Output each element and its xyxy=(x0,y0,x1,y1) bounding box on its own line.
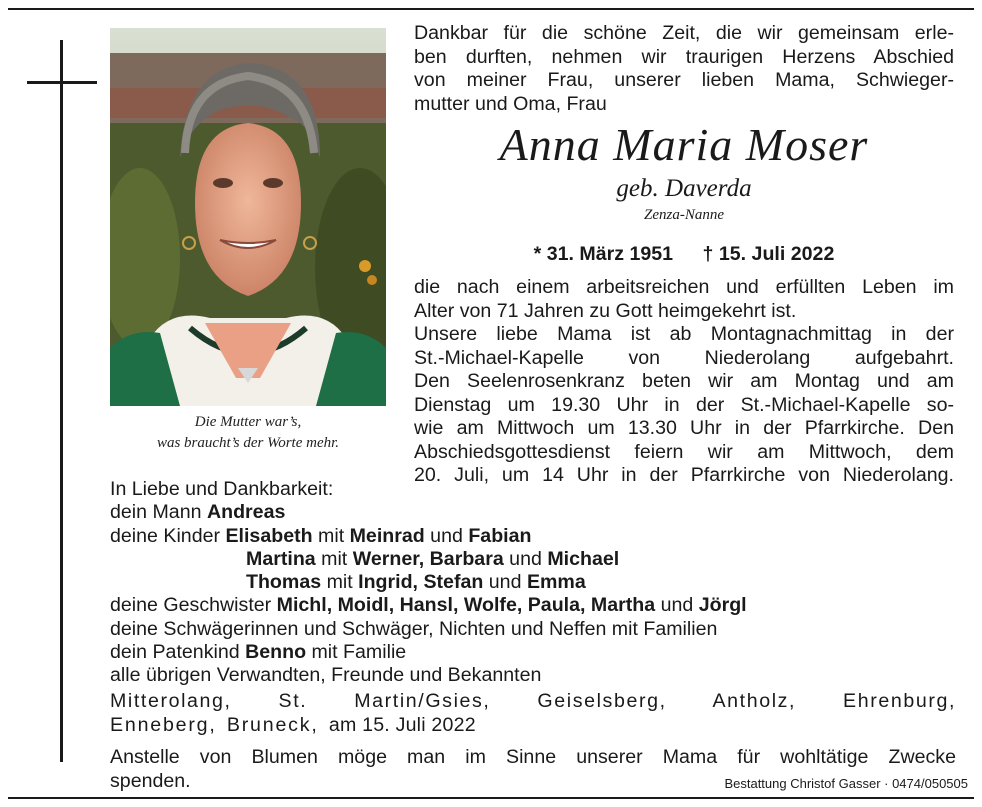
cross-icon xyxy=(60,40,63,762)
label: deine Geschwister xyxy=(110,594,277,617)
connector: mit xyxy=(321,571,359,594)
body-line: Unsere liebe Mama ist ab Montagnachmittag in der xyxy=(414,323,954,345)
partner-name: Meinrad xyxy=(349,524,425,547)
body-line: die nach einem arbeitsreichen und erfüllten Leben im xyxy=(414,276,954,298)
mourner-husband xyxy=(110,501,960,524)
grandchild-name: Emma xyxy=(526,571,586,594)
sibling-last: Jörgl xyxy=(698,594,747,617)
maiden-name: geb. Daverda xyxy=(616,175,752,202)
intro-line: ben durften, nehmen wir traurigen Herzens Abschied xyxy=(414,45,954,68)
nickname: Zenza-Nanne xyxy=(644,207,724,223)
siblings-names: Michl, Moidl, Hansl, Wolfe, Paula, Martha xyxy=(276,594,656,617)
life-dates xyxy=(414,242,954,266)
body-line: Alter von 71 Jahren zu Gott heimgekehrt ist. xyxy=(414,299,797,322)
places-line: Mitterolang, St. Martin/Gsies, Geiselsberg, Antholz, Ehrenburg, xyxy=(110,690,956,712)
donation-line: spenden. xyxy=(110,769,191,792)
body-line: Abschiedsgottesdienst feiern wir am Mittwoch, dem xyxy=(414,440,954,463)
mourners-list xyxy=(110,478,960,688)
partner-name: Werner, Barbara xyxy=(352,547,504,570)
mourner-godchild xyxy=(110,641,960,664)
intro-text xyxy=(414,22,954,116)
godchild-name: Benno xyxy=(245,641,307,664)
mourner-siblings xyxy=(110,594,960,617)
label: dein Patenkind xyxy=(110,641,246,664)
connector: und xyxy=(503,547,548,570)
partner-name: Ingrid, Stefan xyxy=(358,571,484,594)
label: deine Kinder xyxy=(110,524,226,547)
connector: und xyxy=(483,571,527,594)
intro-line: Dankbar für die schöne Zeit, die wir gemeinsam erle- xyxy=(414,22,954,44)
body-line: wie am Mittwoch um 13.30 Uhr in der Pfarrkirche. Den xyxy=(414,417,954,439)
quote-line: was braucht’s der Worte mehr. xyxy=(156,435,340,451)
connector: mit xyxy=(315,547,353,570)
places-line xyxy=(110,714,956,738)
connector: und xyxy=(424,524,469,547)
husband-name: Andreas xyxy=(206,501,286,524)
child-name: Elisabeth xyxy=(225,524,313,547)
grandchild-name: Michael xyxy=(547,547,620,570)
mourners-heading: In Liebe und Dankbarkeit: xyxy=(110,478,334,500)
label: mit Familie xyxy=(306,641,407,664)
child-name: Thomas xyxy=(246,571,322,594)
connector: mit xyxy=(312,524,350,547)
undertaker-credit: Bestattung Christof Gasser · 0474/050505 xyxy=(724,776,968,791)
mourner-child xyxy=(110,571,960,594)
body-line: 20. Juli, um 14 Uhr in der Pfarrkirche von Niederolang. xyxy=(414,464,954,486)
notice-body xyxy=(414,276,954,488)
connector: und xyxy=(655,594,699,617)
child-name: Martina xyxy=(246,547,316,570)
intro-line: mutter und Oma, Frau xyxy=(414,92,607,115)
donation-line: Anstelle von Blumen möge man im Sinne unserer Mama für wohltätige Zwecke xyxy=(110,746,956,768)
quote-line: Die Mutter war’s, xyxy=(194,414,302,430)
grandchild-name: Fabian xyxy=(468,524,532,547)
notice-date: am 15. Juli 2022 xyxy=(328,713,476,736)
body-line: St.-Michael-Kapelle von Niederolang aufgebahrt. xyxy=(414,346,954,369)
places-part: Enneberg, Bruneck, xyxy=(110,713,329,736)
cross-icon-bar xyxy=(27,81,97,84)
places-and-date xyxy=(110,690,956,737)
death-date: † 15. Juli 2022 xyxy=(702,243,835,265)
mourner-child xyxy=(110,548,960,571)
label: dein Mann xyxy=(110,501,207,524)
body-line: Dienstag um 19.30 Uhr in der St.-Michael-Kapelle so- xyxy=(414,393,954,416)
mourner-others: alle übrigen Verwandten, Freunde und Bekannten xyxy=(110,664,542,687)
intro-line: von meiner Frau, unserer lieben Mama, Schwieger- xyxy=(414,69,954,91)
mourner-inlaws: deine Schwägerinnen und Schwäger, Nichten und Neffen mit Familien xyxy=(110,617,718,640)
birth-date: * 31. März 1951 xyxy=(533,243,674,265)
portrait-photo xyxy=(110,28,386,406)
mourner-child xyxy=(110,525,960,548)
deceased-name: Anna Maria Moser xyxy=(499,119,869,170)
body-line: Den Seelenrosenkranz beten wir am Montag und am xyxy=(414,370,954,392)
portrait-quote xyxy=(110,412,386,454)
